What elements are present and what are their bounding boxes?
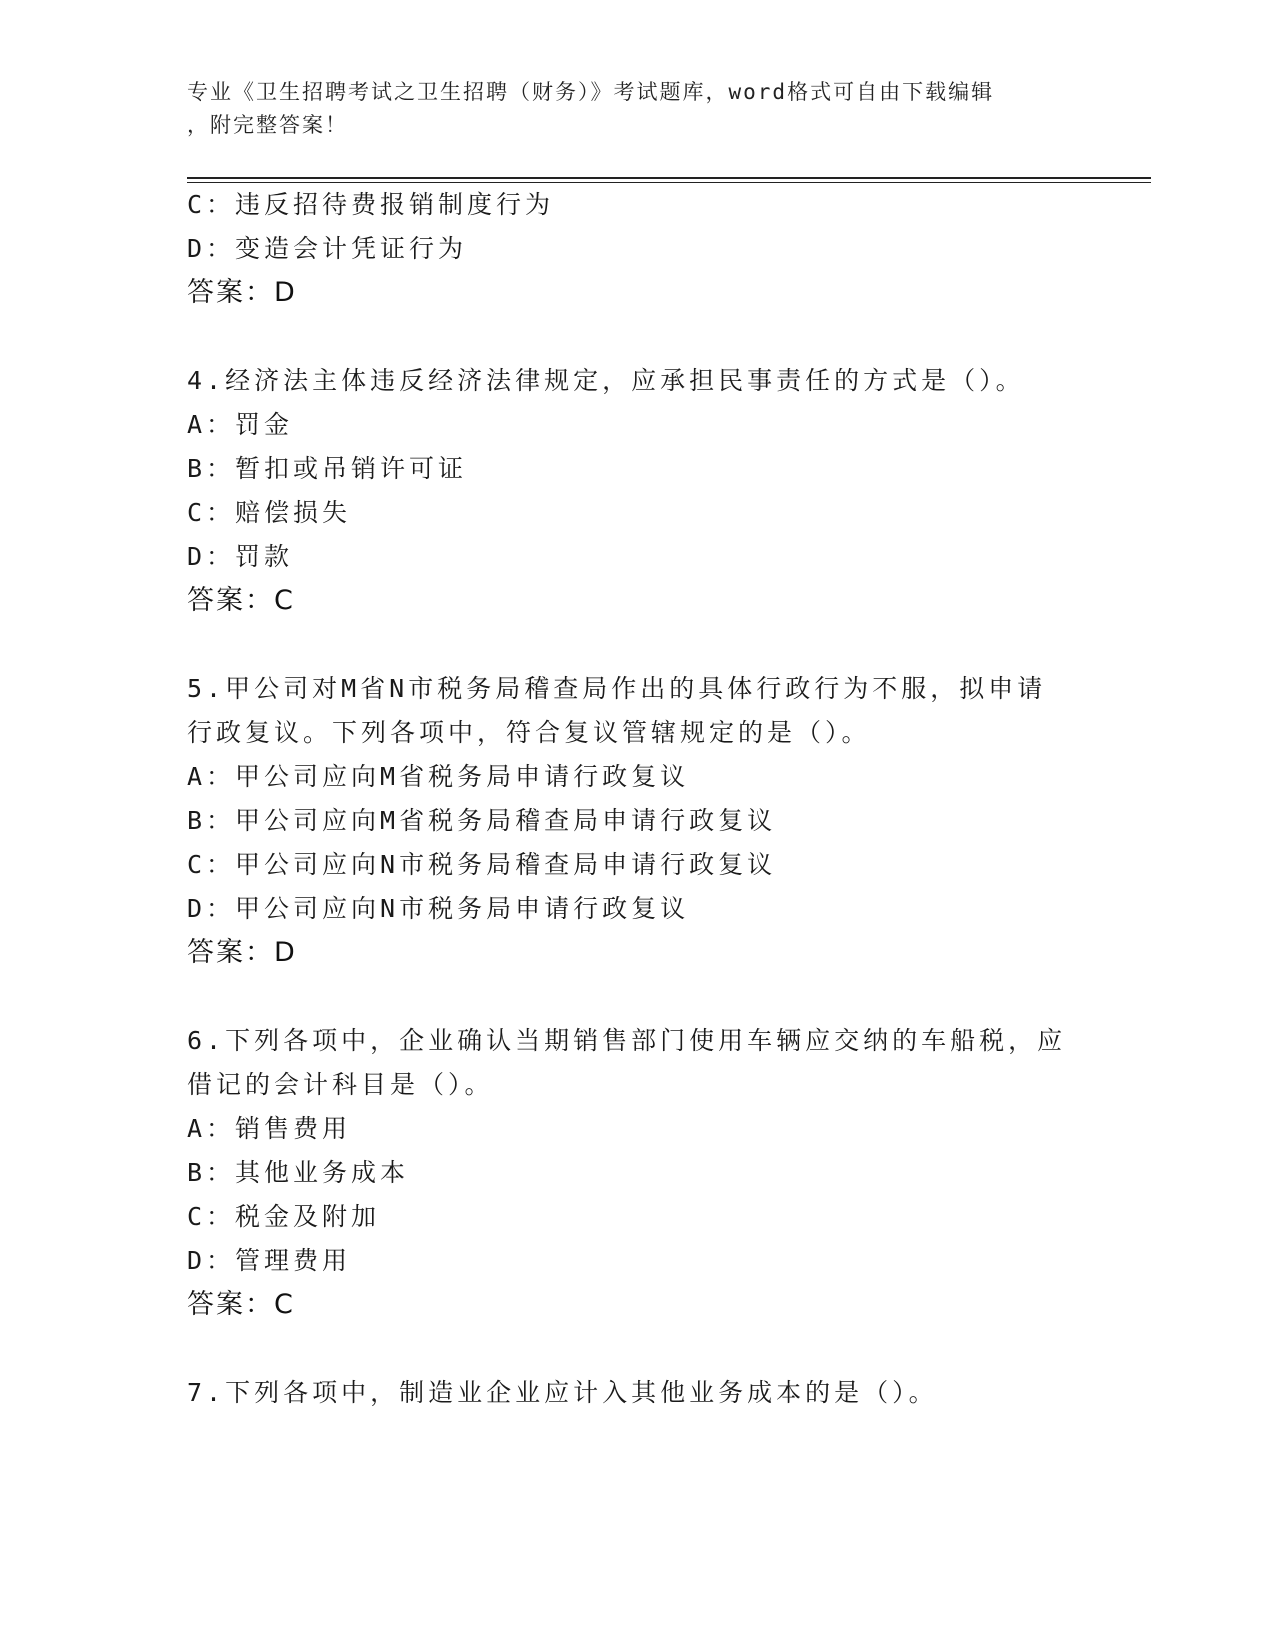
- q3-option-d: D：变造会计凭证行为: [187, 234, 468, 263]
- q6-option-d: D：管理费用: [187, 1246, 352, 1275]
- q3-answer: 答案：D: [187, 277, 297, 308]
- header-divider-thick: [187, 177, 1151, 179]
- q6-option-c: C：税金及附加: [187, 1202, 381, 1231]
- q6-stem-line-2: 借记的会计科目是（）。: [187, 1070, 494, 1099]
- q5-option-d: D：甲公司应向N市税务局申请行政复议: [187, 894, 690, 923]
- q4-stem: 4.经济法主体违反经济法律规定，应承担民事责任的方式是（）。: [187, 366, 1025, 395]
- q4-option-a: A：罚金: [187, 410, 294, 439]
- q5-stem-line-2: 行政复议。下列各项中，符合复议管辖规定的是（）。: [187, 718, 871, 747]
- q6-option-a: A：销售费用: [187, 1114, 352, 1143]
- q6-answer: 答案：C: [187, 1289, 295, 1320]
- header-title-line-1: 专业《卫生招聘考试之卫生招聘（财务）》考试题库，word格式可自由下载编辑: [187, 80, 995, 104]
- q4-option-d: D：罚款: [187, 542, 294, 571]
- header-divider-thin: [187, 182, 1151, 183]
- q5-stem-line-1: 5.甲公司对M省N市税务局稽查局作出的具体行政行为不服，拟申请: [187, 674, 1047, 703]
- q4-option-c: C：赔偿损失: [187, 498, 352, 527]
- q6-stem-line-1: 6.下列各项中，企业确认当期销售部门使用车辆应交纳的车船税，应: [187, 1026, 1067, 1055]
- q4-answer: 答案：C: [187, 585, 295, 616]
- q5-option-b: B：甲公司应向M省税务局稽查局申请行政复议: [187, 806, 777, 835]
- q5-option-c: C：甲公司应向N市税务局稽查局申请行政复议: [187, 850, 777, 879]
- document-header: [187, 76, 1067, 142]
- q5-option-a: A：甲公司应向M省税务局申请行政复议: [187, 762, 690, 791]
- q6-option-b: B：其他业务成本: [187, 1158, 410, 1187]
- q4-option-b: B：暂扣或吊销许可证: [187, 454, 468, 483]
- header-title-line-2: ，附完整答案！: [187, 113, 348, 137]
- q5-answer: 答案：D: [187, 937, 297, 968]
- q3-option-c: C：违反招待费报销制度行为: [187, 190, 555, 219]
- q7-stem: 7.下列各项中，制造业企业应计入其他业务成本的是（）。: [187, 1378, 938, 1407]
